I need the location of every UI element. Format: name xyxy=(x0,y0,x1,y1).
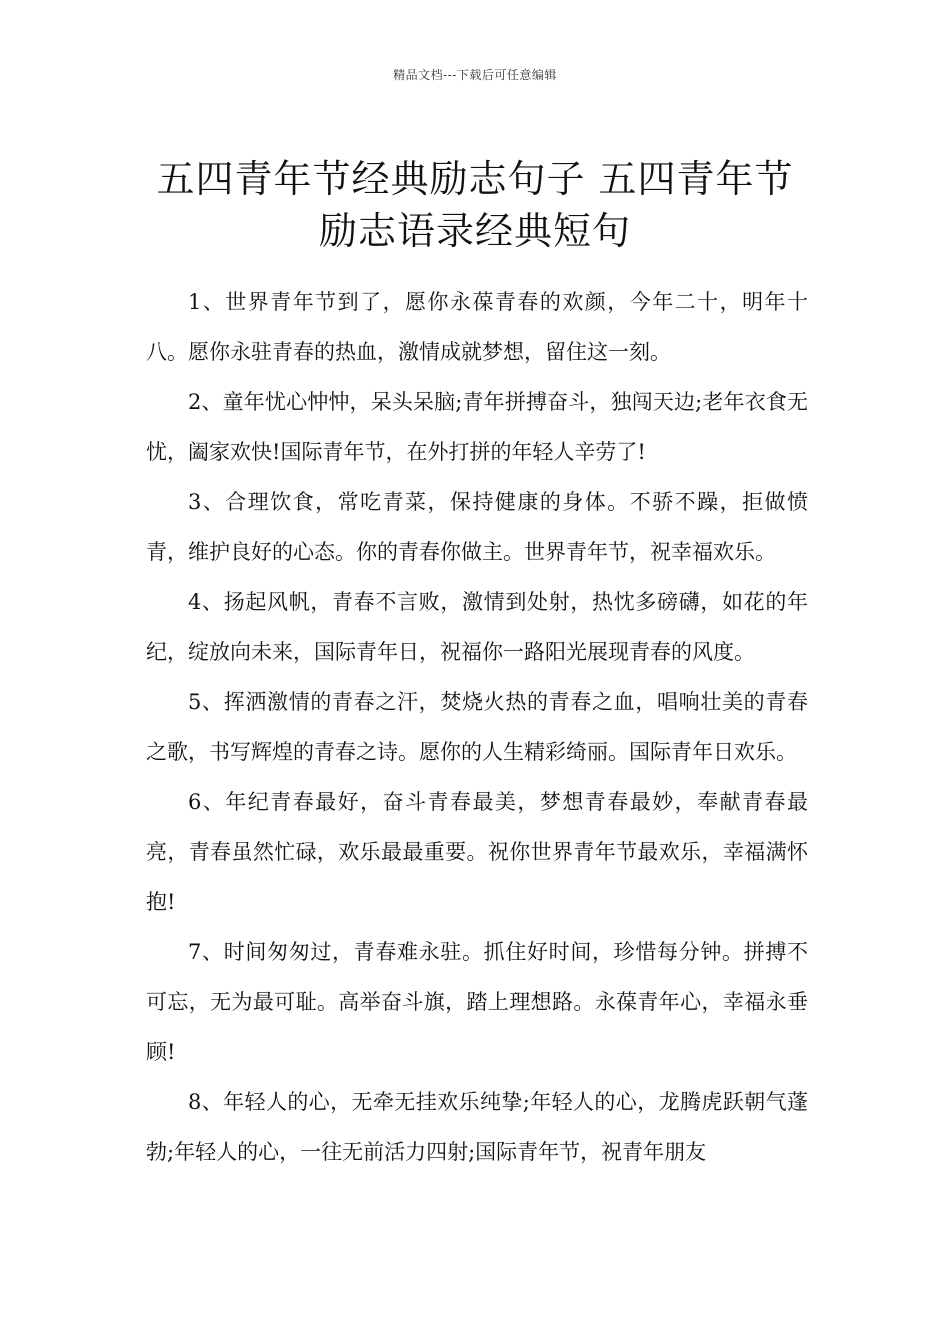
paragraph: 6、年纪青春最好，奋斗青春最美，梦想青春最妙，奉献青春最亮，青春虽然忙碌，欢乐最最重要。祝你世界青年节最欢乐，幸福满怀抱! xyxy=(146,790,808,914)
paragraph: 3、合理饮食，常吃青菜，保持健康的身体。不骄不躁，拒做愤青，维护良好的心态。你的青春你做主。世界青年节，祝幸福欢乐。 xyxy=(146,490,808,564)
paragraph: 4、扬起风帆，青春不言败，激情到处射，热忱多磅礴，如花的年纪，绽放向未来，国际青年日，祝福你一路阳光展现青春的风度。 xyxy=(146,590,808,664)
body-content xyxy=(146,277,808,1177)
title-line-2: 励志语录经典短句 xyxy=(318,209,631,254)
header-note: 精品文档---下载后可任意编辑 xyxy=(393,68,557,82)
paragraph: 1、世界青年节到了，愿你永葆青春的欢颜，今年二十，明年十八。愿你永驻青春的热血，激情成就梦想，留住这一刻。 xyxy=(146,290,808,364)
page-title xyxy=(120,153,830,257)
title-line-1: 五四青年节经典励志句子 五四青年节 xyxy=(156,157,794,202)
paragraph: 2、童年忧心忡忡，呆头呆脑;青年拼搏奋斗，独闯天边;老年衣食无忧，阖家欢快!国际青年节，在外打拼的年轻人辛劳了! xyxy=(146,390,808,464)
paragraph: 8、年轻人的心，无牵无挂欢乐纯挚;年轻人的心，龙腾虎跃朝气蓬勃;年轻人的心，一往无前活力四射;国际青年节，祝青年朋友 xyxy=(146,1090,808,1164)
paragraph: 5、挥洒激情的青春之汗，焚烧火热的青春之血，唱响壮美的青春之歌，书写辉煌的青春之诗。愿你的人生精彩绮丽。国际青年日欢乐。 xyxy=(146,690,808,764)
paragraph: 7、时间匆匆过，青春难永驻。抓住好时间，珍惜每分钟。拼搏不可忘，无为最可耻。高举奋斗旗，踏上理想路。永葆青年心，幸福永垂顾! xyxy=(146,940,808,1064)
